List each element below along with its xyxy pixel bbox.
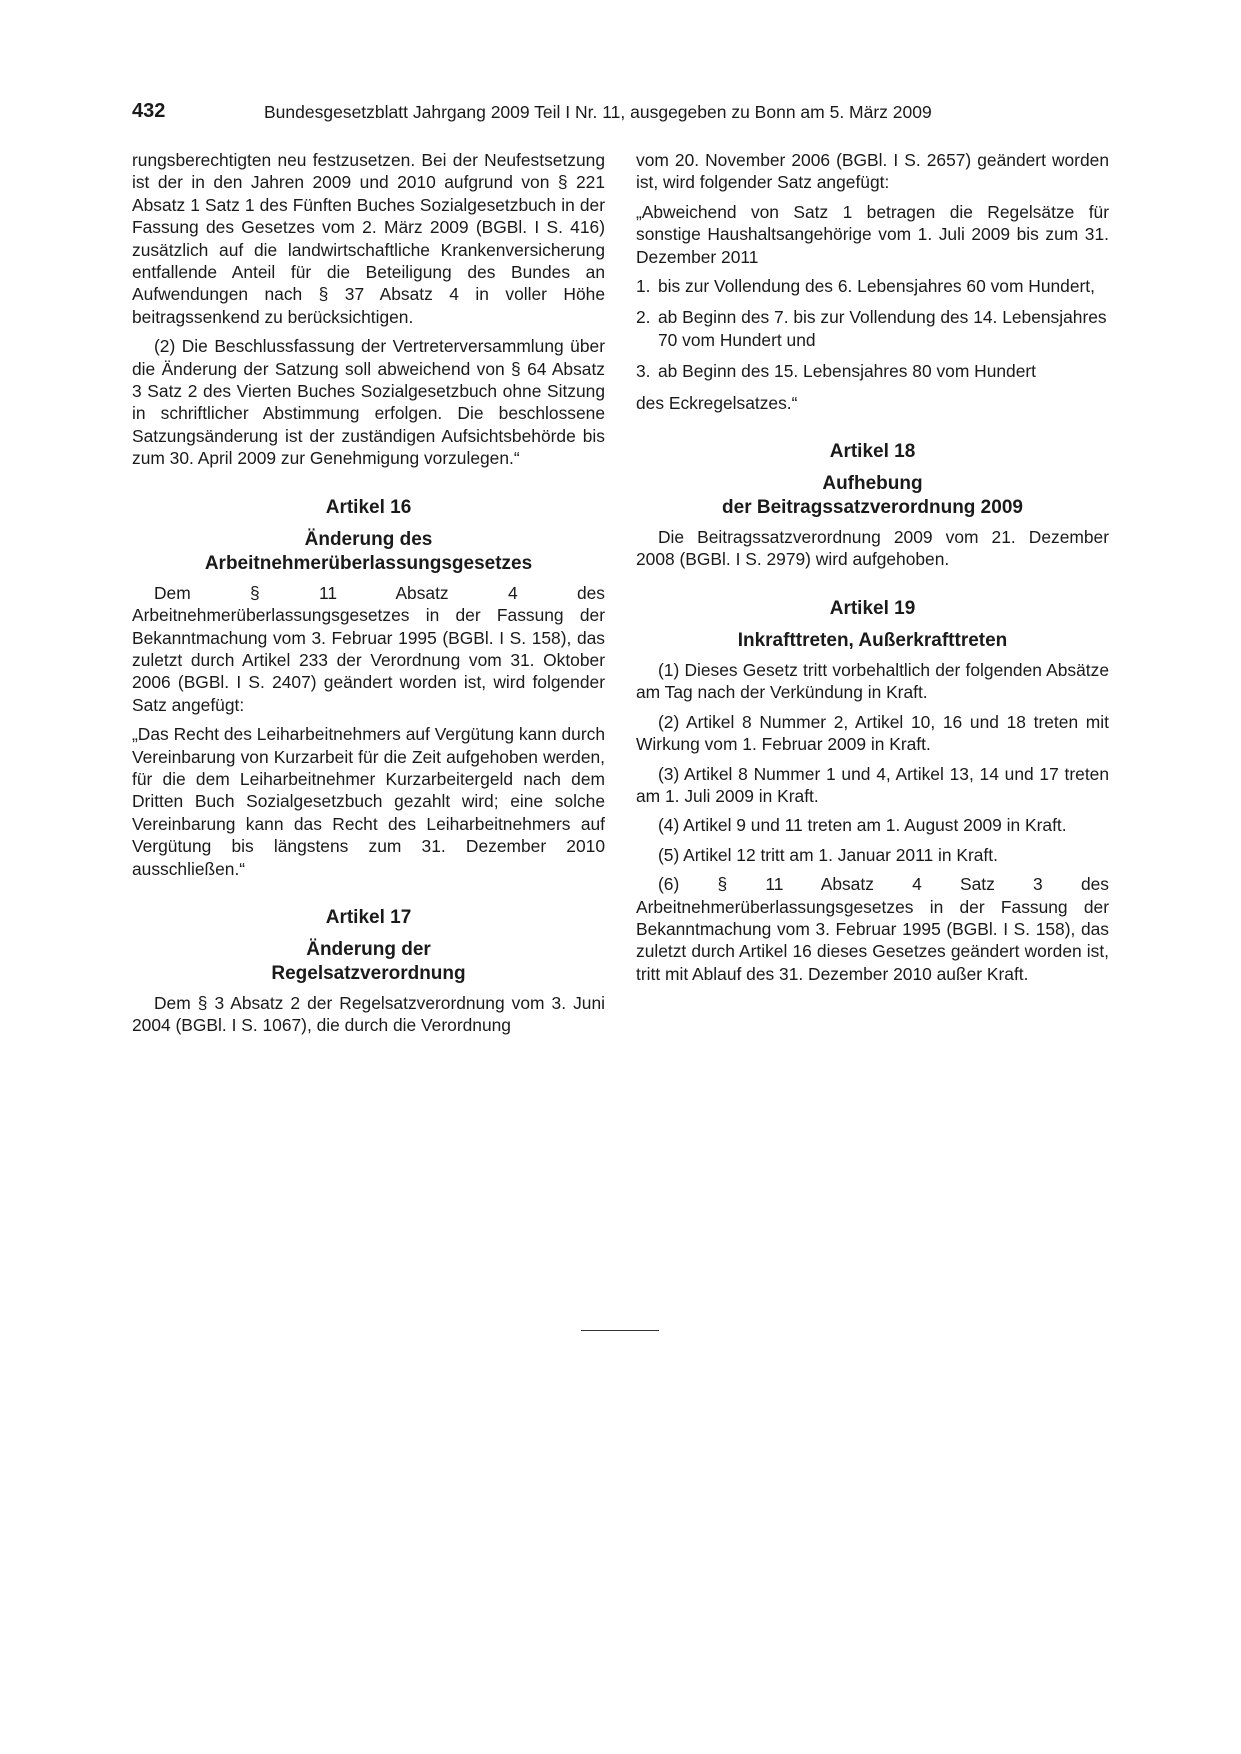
article-16-title-line1: Änderung des: [304, 528, 433, 550]
article-18-title-line1: Aufhebung: [822, 473, 923, 495]
article-19-para-6: (6) § 11 Absatz 4 Satz 3 des Arbeitnehmerüberlassungsgesetzes in der Fassung der Bekanntmachung vom 3. Februar 1995 (BGBl. I S. 158), das zuletzt durch Artikel 16 dieses Gesetzes geändert worden ist, tritt mit Ablauf des 31. Dezember 2010 außer Kraft.: [636, 874, 1109, 984]
article-17-body-start: Dem § 3 Absatz 2 der Regelsatzverordnung vom 3. Juni 2004 (BGBl. I S. 1067), die durch die Verordnung: [132, 992, 605, 1036]
article-19-para-5: (5) Artikel 12 tritt am 1. Januar 2011 in Kraft.: [658, 844, 998, 865]
list-item: [636, 275, 1109, 297]
right-column: [636, 149, 1109, 992]
list-item-number: 3.: [636, 361, 651, 382]
article-19-para-3: (3) Artikel 8 Nummer 1 und 4, Artikel 13, 14 und 17 treten am 1. Juli 2009 in Kraft.: [636, 763, 1109, 806]
article-16-heading: Artikel 16: [325, 496, 412, 518]
article-17-title-line1: Änderung der: [306, 938, 431, 960]
article-18-title-line2: der Beitragssatzverordnung 2009: [722, 497, 1023, 519]
list-item: [636, 306, 1109, 351]
article-16-body: Dem § 11 Absatz 4 des Arbeitnehmerüberlassungsgesetzes in der Fassung der Bekanntmachung vom 3. Februar 1995 (BGBl. I S. 158), das zuletzt durch Artikel 233 der Verordnung vom 31. Oktober 2006 (BGBl. I S. 2407) geändert worden ist, wird folgender Satz angefügt:: [132, 582, 605, 715]
list-item-text: bis zur Vollendung des 6. Lebensjahres 60 vom Hundert,: [658, 276, 1095, 297]
footer-rule: [581, 1330, 659, 1331]
article-16-title: [132, 528, 605, 576]
list-item-text: ab Beginn des 15. Lebensjahres 80 vom Hundert: [658, 361, 1037, 382]
list-item-number: 1.: [636, 276, 651, 297]
article-19-para-1: (1) Dieses Gesetz tritt vorbehaltlich der folgenden Absätze am Tag nach der Verkündung in Kraft.: [636, 659, 1109, 703]
article-18-heading: Artikel 18: [829, 441, 916, 463]
left-column: [132, 149, 605, 1044]
article-19-para-2: (2) Artikel 8 Nummer 2, Artikel 10, 16 und 18 treten mit Wirkung vom 1. Februar 2009 in Kraft.: [636, 711, 1109, 755]
page-header: [132, 100, 1112, 130]
article-19-heading: Artikel 19: [829, 597, 916, 619]
article-17-title: [132, 938, 605, 986]
article-18-body: Die Beitragssatzverordnung 2009 vom 21. Dezember 2008 (BGBl. I S. 2979) wird aufgehoben.: [636, 527, 1109, 570]
article-18-title: [636, 472, 1109, 520]
running-title: Bundesgesetzblatt Jahrgang 2009 Teil I Nr. 11, ausgegeben zu Bonn am 5. März 2009: [264, 102, 932, 122]
article-17-continuation: vom 20. November 2006 (BGBl. I S. 2657) geändert worden ist, wird folgender Satz angefügt:: [636, 150, 1109, 193]
article-17-title-line2: Regelsatzverordnung: [271, 962, 466, 984]
page-number: 432: [132, 100, 166, 122]
article-19-para-4: (4) Artikel 9 und 11 treten am 1. August 2009 in Kraft.: [658, 815, 1067, 836]
list-item-text: ab Beginn des 7. bis zur Vollendung des 14. Lebensjahres 70 vom Hundert und: [658, 307, 1107, 350]
article-17-quote-intro: „Abweichend von Satz 1 betragen die Regelsätze für sonstige Haushaltsangehörige vom 1. Juli 2009 bis zum 31. Dezember 2011: [636, 201, 1109, 267]
paragraph-2: (2) Die Beschlussfassung der Vertreterversammlung über die Änderung der Satzung soll abweichend von § 64 Absatz 3 Satz 2 des Vierten Buches Sozialgesetzbuch ohne Sitzung in schriftlicher Abstimmung erfolgen. Die beschlossene Satzungsänderung ist der zuständigen Aufsichtsbehörde bis zum 30. April 2009 zur Genehmigung vorzulegen.“: [132, 336, 605, 469]
list-item-number: 2.: [636, 307, 651, 328]
article-16-title-line2: Arbeitnehmerüberlassungsgesetzes: [204, 552, 533, 574]
article-17-heading: Artikel 17: [325, 906, 412, 928]
article-16-quote: „Das Recht des Leiharbeitnehmers auf Vergütung kann durch Vereinbarung von Kurzarbeit für die Zeit aufgehoben werden, für die dem Leiharbeitnehmer Kurzarbeitergeld nach dem Dritten Buch Sozialgesetzbuch gezahlt wird; eine solche Vereinbarung kann das Recht des Leiharbeitnehmers auf Vergütung bis längstens zum 31. Dezember 2010 ausschließen.“: [132, 724, 605, 879]
paragraph-continuation: rungsberechtigten neu festzusetzen. Bei der Neufestsetzung ist der in den Jahren 2009 und 2010 aufgrund von § 221 Absatz 1 Satz 1 des Fünften Buches Sozialgesetzbuch in der Fassung des Gesetzes vom 2. März 2009 (BGBl. I S. 416) zusätzlich auf die landwirtschaftliche Krankenversicherung entfallende Anteil für die Beteiligung des Bundes an Aufwendungen nach § 37 Absatz 4 in voller Höhe beitragssenkend zu berücksichtigen.: [132, 150, 605, 327]
article-17-quote-end: des Eckregelsatzes.“: [636, 392, 798, 413]
list-item: [636, 360, 1109, 382]
article-19-title: Inkrafttreten, Außerkrafttreten: [737, 629, 1008, 651]
